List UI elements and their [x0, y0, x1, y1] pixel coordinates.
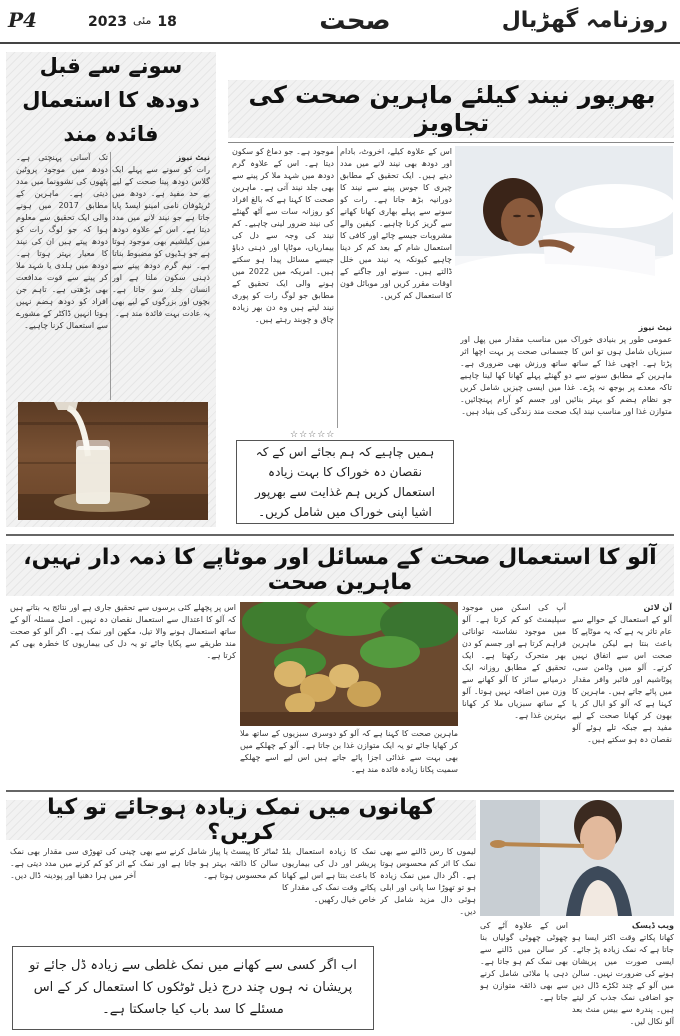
salt-column-5-text: ٹماٹر کا پیسٹ یا پیاز شامل کرنے سے بھی سالن کا ذائقہ بہتر ہو جاتا ہے اور نمک کم محسوس ہوتا ہے۔ — [140, 847, 278, 880]
potato-column-4-text: اس پر پچھلے کئی برسوں سے تحقیق جاری ہے اور نتائج یہ بتاتے ہیں کہ آلو کا اعتدال سے استعمال نقصان دہ نہیں۔ اصل مسئلہ آلو کے ساتھ استعمال ہونے والا تیل، مکھن اور نمک ہے۔ اگر آلو کو صحت مند طریقے سے پکایا جائے تو یہ دل کی بیماریوں کا خطرہ بھی کم کرتا ہے۔ — [10, 603, 236, 660]
milk-byline: نیٹ نیوز — [176, 153, 210, 162]
woman-tasting-photo — [480, 800, 674, 916]
sleeping-woman-photo — [455, 146, 673, 318]
sleep-column-divider-1 — [337, 146, 338, 428]
potato-column-1-text: آلو کے استعمال کے حوالے سے عام تاثر یہ ہے کہ یہ موٹاپے کا باعث بنتا ہے لیکن ماہرین صحت اس سے اتفاق نہیں کرتے۔ آلو میں وٹامن سی، پوٹاشیم اور فائبر وافر مقدار میں پائے جاتے ہیں۔ ماہرین کا کہنا ہے کہ آلو کو ابال کر یا بھون کر کھانا صحت کے لیے مفید ہے جبکہ تلے ہوئے آلو نقصان دہ ہو سکتے ہیں۔ — [572, 615, 672, 744]
salt-column-2 — [480, 920, 568, 1030]
salt-column-1-text: کھانا پکاتے وقت اکثر ایسا ہو جاتا ہے کہ نمک زیادہ پڑ جائے۔ ایسی صورت میں پریشان ہونے کی ضرورت نہیں۔ سالن میں آلو کے چند ٹکڑے ڈال دیں جو اضافی نمک جذب کر لیتے ہیں۔ پندرہ سے بیس منٹ بعد آلو نکال لیں۔ — [572, 933, 674, 1026]
sleep-column-right-text: عمومی طور پر بنیادی خوراک میں مناسب مقدار میں پھل اور سبزیاں شامل ہوں تو اس کا جسمانی صحت پر بہت اچھا اثر پڑتا ہے۔ اچھی غذا کے ساتھ ساتھ ورزش بھی ضروری ہے۔ ماہرین کے مطابق سونے سے دو گھنٹے پہلے کھانا کھا لینا چاہیے تاکہ معدے پر بوجھ نہ پڑے۔ غذا میں ایسی چیزیں شامل کریں جو نظام ہضم کو بہتر بنائیں اور جسم کو آرام پہنچائیں۔ متوازن غذا اور مناسب نیند ایک صحت مند زندگی کی بنیاد ہیں۔ — [460, 335, 672, 416]
masthead-rule — [0, 42, 680, 44]
potato-plants-photo — [240, 602, 458, 726]
potato-column-1 — [572, 602, 672, 782]
sleep-column-1 — [340, 146, 452, 428]
milk-glass-photo — [18, 402, 208, 520]
milk-column-right — [112, 152, 210, 400]
sleep-end-stars: ☆☆☆☆☆ — [290, 430, 336, 440]
sleep-column-right — [460, 322, 672, 522]
date-month: مئی — [132, 14, 152, 27]
milk-column-right-text: رات کو سونے سے پہلے ایک گلاس دودھ پینا صحت کے لیے بے حد مفید ہے۔ دودھ میں ٹرپٹوفان نامی امینو ایسڈ پایا جاتا ہے جو نیند لانے میں مدد دیتا ہے۔ اس کے علاوہ دودھ میں کیلشیم بھی موجود ہوتا ہے جو ہڈیوں کو مضبوط بناتا ہے۔ نیم گرم دودھ پینے سے ذہنی سکون ملتا ہے اور انسان جلد سو جاتا ہے۔ بچوں اور بزرگوں کے لیے بھی یہ عادت بہت فائدہ مند ہے۔ — [112, 165, 210, 318]
potato-column-2-text: آپ کی اسکن میں موجود سپلیمنٹ کو کم کرتا ہے۔ آلو میں موجود نشاستہ توانائی فراہم کرتا ہے اور جسم کو دن بھر متحرک رکھتا ہے۔ ایک تحقیق کے مطابق روزانہ ایک درمیانے سائز کا آلو کھانے سے وزن میں اضافہ نہیں ہوتا۔ آلو کے ساتھ سبزیاں ملا کر کھانا بہترین غذا ہے۔ — [462, 603, 566, 720]
sleep-column-1-text: اس کے علاوہ کیلے، اخروٹ، بادام اور دودھ بھی نیند لانے میں مدد دیتے ہیں۔ ایک تحقیق کے مطابق چیری کا جوس پینے سے نیند کا دورانیہ بڑھ جاتا ہے۔ رات کو سونے سے پہلے بھاری کھانا کھانے سے گریز کرنا چاہیے۔ کیفین والے مشروبات جیسے چائے اور کافی کا استعمال شام کے بعد کم کر دینا چاہیے کیونکہ یہ نیند میں خلل ڈالتے ہیں۔ سونے اور جاگنے کے اوقات مقرر کریں اور موبائل فون کا استعمال کم کریں۔ — [340, 147, 452, 300]
newspaper-name: روزنامہ گھڑیال — [501, 8, 668, 33]
date-day: 18 — [157, 14, 177, 30]
salt-column-3 — [380, 846, 476, 1030]
milk-column-divider — [110, 152, 111, 400]
masthead — [0, 0, 680, 44]
section-divider-2 — [6, 790, 674, 792]
salt-column-3-text: لیموں کا رس ڈالنے سے بھی نمک کا اثر کم محسوس ہوتا ہے۔ اگر دال میں نمک زیادہ ہو تو تھوڑا سا پانی اور ابلی ہوئی دال مزید شامل کر دیں۔ — [380, 847, 476, 916]
sleeping-woman-illustration — [455, 146, 673, 318]
issue-date — [88, 14, 177, 30]
section-title: صحت — [319, 6, 391, 36]
salt-column-6-text: چینی کی تھوڑی سی مقدار بھی نمک کے اثر کو کم کرنے میں مدد دیتی ہے۔ آخر میں ہرا دھنیا اور پودینہ ڈال دیں۔ — [10, 847, 136, 880]
woman-tasting-illustration — [480, 800, 674, 916]
section-divider-1 — [6, 534, 674, 536]
salt-column-4-text: نمک کا زیادہ استعمال بلڈ پریشر اور دل کی بیماریوں کا باعث بنتا ہے اس لیے کھانا پکاتے وقت نمک کی مقدار کا خاص خیال رکھیں۔ — [282, 847, 376, 904]
milk-glass-illustration — [18, 402, 208, 520]
salt-column-6 — [10, 846, 136, 942]
salt-column-2-text: اس کے علاوہ آٹے کی چھوٹی چھوٹی گولیاں بنا کر سالن میں ڈالنے سے بھی نمک کم ہو جاتا ہے۔ دہی یا ملائی شامل کرنے سے بھی ذائقہ متوازن ہو جاتا ہے۔ — [480, 921, 568, 1002]
salt-column-5 — [140, 846, 278, 942]
sleep-headline: بھرپور نیند کیلئے ماہرین صحت کی تجاویز — [248, 81, 656, 137]
sleep-column-2 — [232, 146, 334, 428]
potato-column-2 — [462, 602, 566, 782]
potato-byline: آن لائن — [643, 603, 672, 612]
potato-headline: آلو کا استعمال صحت کے مسائل اور موٹاپے کا ذمہ دار نہیں، ماہرین صحت — [23, 545, 657, 595]
sleep-column-2-text: موجود ہے۔ جو دماغ کو سکون دیتا ہے۔ اس کے علاوہ گرم دودھ میں شہد ملا کر پینے سے بھی جلد نیند آتی ہے۔ ماہرین صحت کا کہنا ہے کہ بالغ افراد کو روزانہ سات سے آٹھ گھنٹے کی نیند ضرور لینی چاہیے۔ کم نیند کی وجہ سے دل کی بیماریاں، موٹاپا اور ذہنی دباؤ جیسے مسائل پیدا ہو سکتے ہیں۔ امریکہ میں 2022 میں ہونے والی ایک تحقیق کے مطابق جو لوگ رات کو پوری نیند لیتے ہیں وہ دن بھر زیادہ چاق و چوبند رہتے ہیں۔ — [232, 147, 334, 324]
sleep-pull-quote: ہمیں چاہیے کہ ہم بجائے اس کے کہ نقصان دہ خوراک کا بہت زیادہ استعمال کریں ہم غذایت سے بھرپور اشیا اپنی خوراک میں شامل کریں۔ — [236, 440, 454, 524]
potato-column-4 — [10, 602, 236, 782]
salt-headline: کھانوں میں نمک زیادہ ہوجائے تو کیا کریں؟ — [47, 795, 435, 845]
potato-photo-caption — [240, 728, 458, 782]
salt-column-1 — [572, 920, 674, 1030]
potato-column-3-text: ماہرین صحت کا کہنا ہے کہ آلو کو دوسری سبزیوں کے ساتھ ملا کر کھایا جائے تو یہ ایک متوازن غذا بن جاتا ہے۔ آلو کے چھلکے میں بھی بہت سے غذائی اجزا پائے جاتے ہیں اس لیے اسے چھلکے سمیت پکانا زیادہ فائدہ مند ہے۔ — [240, 729, 458, 774]
milk-headline: سونے سے قبل دودھ کا استعمال فائدہ مند — [22, 54, 200, 146]
sleep-headline-rule — [228, 142, 674, 143]
sleep-byline: نیٹ نیوز — [638, 323, 672, 332]
salt-byline: ویب ڈیسک — [631, 921, 674, 930]
salt-column-4 — [282, 846, 376, 942]
milk-column-left — [16, 152, 108, 400]
date-year: 2023 — [88, 14, 127, 30]
milk-column-left-text: تک آسانی پہنچتی ہے۔ دودھ میں موجود پروٹین پٹھوں کی نشوونما میں مدد دیتی ہے۔ ماہرین کے مطابق 2017 میں ہونے والی ایک تحقیق سے معلوم ہوا کہ جو لوگ رات کو دودھ پیتے ہیں ان کی نیند کا معیار بہتر ہوتا ہے۔ دودھ میں ہلدی یا شہد ملا کر پینے سے قوت مدافعت بھی بڑھتی ہے۔ تاہم جن افراد کو دودھ ہضم نہیں ہوتا انہیں ڈاکٹر کے مشورے سے استعمال کرنا چاہیے۔ — [16, 153, 108, 330]
salt-pull-quote: اب اگر کسی سے کھانے میں نمک غلطی سے زیادہ ڈل جائے تو پریشان نہ ہوں چند درج ذیل ٹوٹکوں کا استعمال کر کے اس مسئلے کا سد باب کیا جاسکتا ہے۔ — [12, 946, 374, 1030]
page-number: P4 — [8, 8, 37, 32]
potato-plants-illustration — [240, 602, 458, 726]
